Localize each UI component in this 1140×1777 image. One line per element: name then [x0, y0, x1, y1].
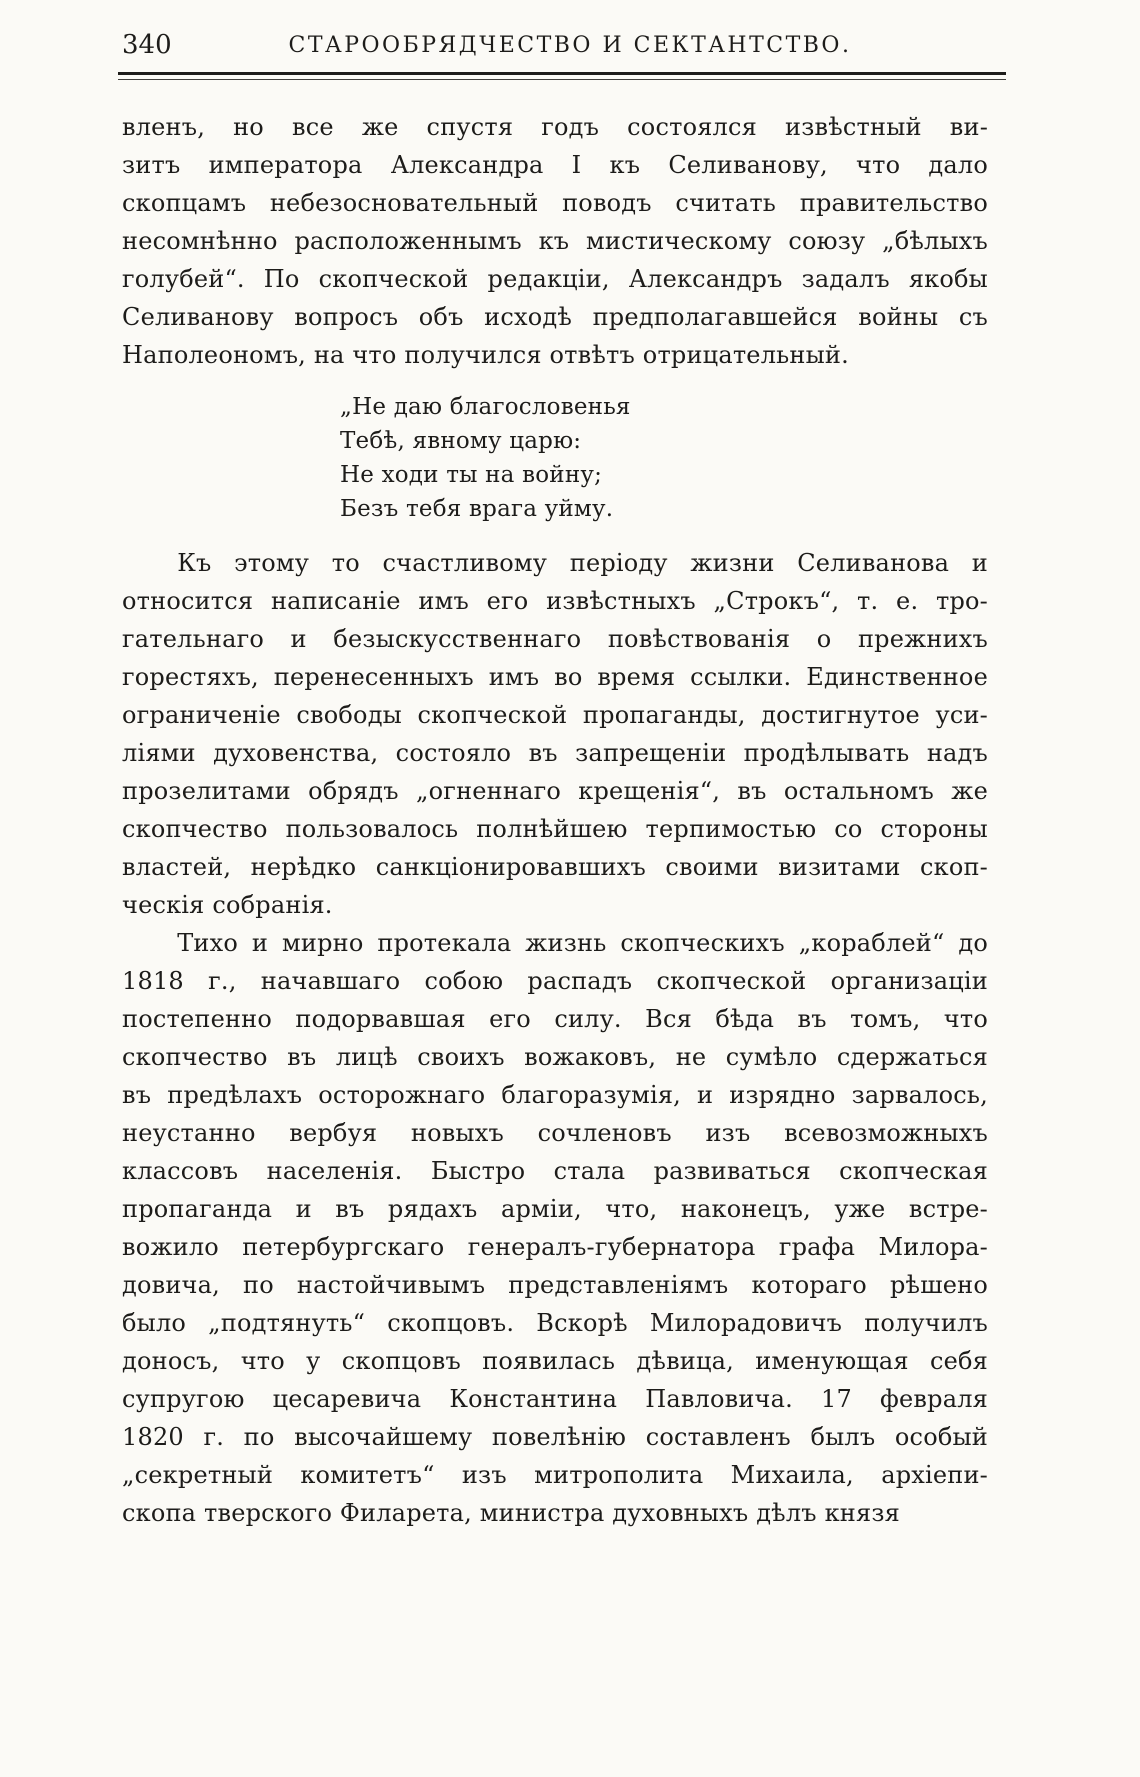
- text-line: голубей“. По скопческой редакціи, Александръ задалъ якобы: [122, 265, 988, 293]
- text-line: неустанно вербуя новыхъ сочленовъ изъ всевозможныхъ: [122, 1119, 988, 1147]
- paragraph: [122, 544, 988, 924]
- text-line: ограниченіе свободы скопческой пропаганды, достигнутое уси-: [122, 701, 988, 729]
- paragraph: [122, 924, 988, 1532]
- text-line: 1820 г. по высочайшему повелѣнію составленъ былъ особый: [122, 1423, 988, 1451]
- text-line: было „подтянуть“ скопцовъ. Вскорѣ Милорадовичъ получилъ: [122, 1309, 988, 1337]
- text-line: довича, по настойчивымъ представленіямъ котораго рѣшено: [122, 1271, 988, 1299]
- text-line: классовъ населенія. Быстро стала развиваться скопческая: [122, 1157, 988, 1185]
- text-line: вленъ, но все же спустя годъ состоялся извѣстный ви-: [122, 113, 988, 141]
- text-line: пропаганда и въ рядахъ арміи, что, наконецъ, уже встре-: [122, 1195, 988, 1223]
- header-rule: [118, 72, 1006, 80]
- text-line: ческія собранія.: [122, 891, 333, 919]
- text-line: вожило петербургскаго генералъ-губернатора графа Милора-: [122, 1233, 988, 1261]
- text-line: Тихо и мирно протекала жизнь скопческихъ „кораблей“ до: [177, 929, 988, 957]
- text-body: [122, 108, 988, 1532]
- text-line: зитъ императора Александра I къ Селиванову, что дало: [122, 151, 988, 179]
- text-line: горестяхъ, перенесенныхъ имъ во время ссылки. Единственное: [122, 663, 988, 691]
- text-line: скопа тверского Филарета, министра духовныхъ дѣлъ князя: [122, 1499, 900, 1527]
- text-line: Къ этому то счастливому періоду жизни Селиванова и: [177, 549, 988, 577]
- text-line: Безъ тебя врага уйму.: [340, 496, 614, 522]
- text-line: Наполеономъ, на что получился отвѣтъ отрицательный.: [122, 341, 849, 369]
- text-line: Тебѣ, явному царю:: [340, 428, 582, 454]
- text-line: Селиванову вопросъ объ исходѣ предполагавшейся войны съ: [122, 303, 988, 331]
- text-line: относится написаніе имъ его извѣстныхъ „Строкъ“, т. е. тро-: [122, 587, 988, 615]
- verse-block: [340, 390, 988, 526]
- text-line: несомнѣнно расположеннымъ къ мистическому союзу „бѣлыхъ: [122, 227, 988, 255]
- text-line: доносъ, что у скопцовъ появилась дѣвица, именующая себя: [122, 1347, 988, 1375]
- text-line: въ предѣлахъ осторожнаго благоразумія, и изрядно зарвалось,: [122, 1081, 988, 1109]
- header-rule-thin: [118, 79, 1006, 80]
- text-line: властей, нерѣдко санкціонировавшихъ своими визитами скоп-: [122, 853, 988, 881]
- page-number: 340: [122, 30, 172, 60]
- text-line: „секретный комитетъ“ изъ митрополита Михаила, архіепи-: [122, 1461, 988, 1489]
- text-line: постепенно подорвавшая его силу. Вся бѣда въ томъ, что: [122, 1005, 988, 1033]
- text-line: Не ходи ты на войну;: [340, 462, 603, 488]
- text-line: гательнаго и безыскусственнаго повѣствованія о прежнихъ: [122, 625, 988, 653]
- running-title: СТАРООБРЯДЧЕСТВО И СЕКТАНТСТВО.: [288, 33, 852, 58]
- text-line: „Не даю благословенья: [340, 394, 631, 420]
- text-line: ліями духовенства, состояло въ запрещеніи продѣлывать надъ: [122, 739, 988, 767]
- page-header: [0, 30, 1140, 64]
- text-line: 1818 г., начавшаго собою распадъ скопческой организаціи: [122, 967, 988, 995]
- text-line: скопчество пользовалось полнѣйшею терпимостью со стороны: [122, 815, 988, 843]
- text-line: скопчество въ лицѣ своихъ вожаковъ, не сумѣло сдержаться: [122, 1043, 988, 1071]
- text-line: скопцамъ небезосновательный поводъ считать правительство: [122, 189, 988, 217]
- text-line: супругою цесаревича Константина Павловича. 17 февраля: [122, 1385, 988, 1413]
- paragraph: [122, 108, 988, 374]
- header-rule-thick: [118, 72, 1006, 75]
- text-line: прозелитами обрядъ „огненнаго крещенія“, въ остальномъ же: [122, 777, 988, 805]
